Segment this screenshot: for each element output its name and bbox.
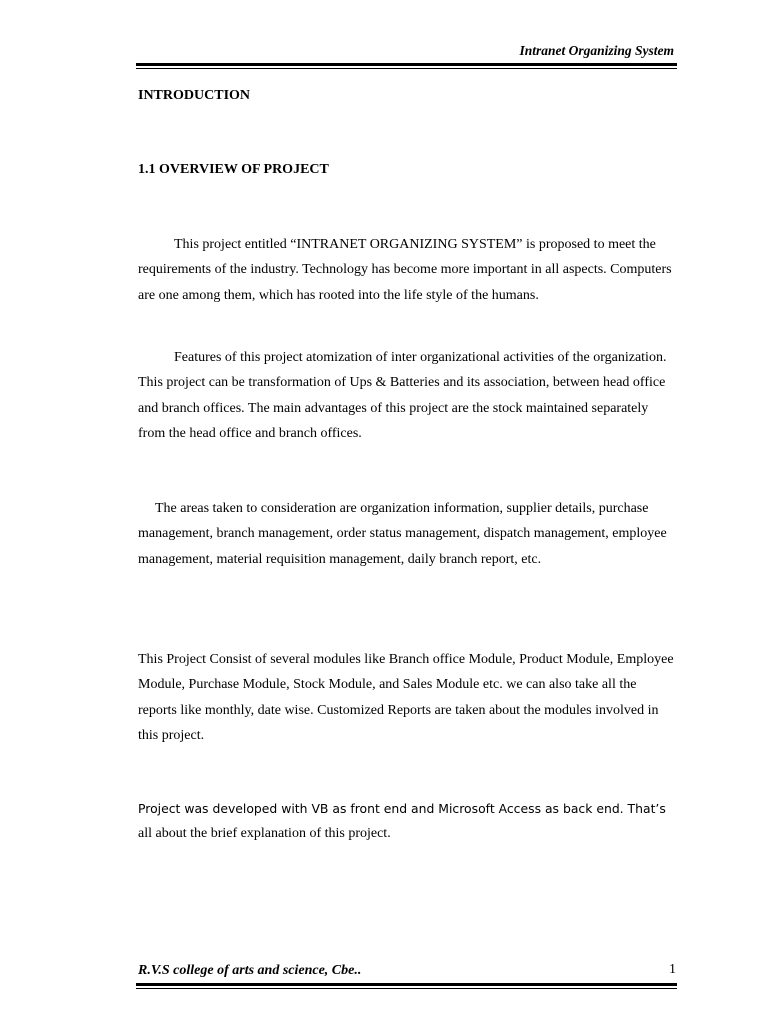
paragraph-5: [138, 796, 678, 847]
paragraph-1-text: This project entitled “INTRANET ORGANIZING SYSTEM” is proposed to meet the requirements of the industry. Technology has become more important in all aspects. Computers are one among them, which has rooted into the life style of the humans.: [138, 237, 672, 303]
paragraph-2-text: Features of this project atomization of inter organizational activities of the organization. This project can be transformation of Ups & Batteries and its association, between head office and branch offices. The main advantages of this project are the stock maintained separately from the head office and branch offices.: [138, 350, 667, 442]
paragraph-4: [138, 647, 678, 749]
paragraph-2: [138, 345, 678, 447]
footer-rule-thin: [136, 988, 677, 989]
header-rule: [136, 63, 677, 66]
section-heading-introduction: INTRODUCTION: [138, 88, 251, 103]
paragraph-3: [138, 496, 678, 572]
page-number: 1: [669, 962, 676, 977]
footer-college: R.V.S college of arts and science, Cbe..: [138, 963, 362, 978]
paragraph-5-line-1: Project was developed with VB as front end and Microsoft Access as back end. That’s: [138, 801, 666, 816]
footer-rule: [136, 983, 677, 986]
paragraph-1: [138, 232, 678, 308]
paragraph-3-text: The areas taken to consideration are organization information, supplier details, purchase management, branch management, order status management, dispatch management, employee management, material requisition management, daily branch report, etc.: [138, 501, 667, 567]
header-rule-thin: [136, 68, 677, 69]
header-title: Intranet Organizing System: [519, 43, 674, 58]
paragraph-5-line-2: all about the brief explanation of this project.: [138, 826, 391, 842]
paragraph-4-text: This Project Consist of several modules like Branch office Module, Product Module, Employee Module, Purchase Module, Stock Module, and Sales Module etc. we can also take all the reports like monthly, date wise. Customized Reports are taken about the modules involved in this project.: [138, 652, 674, 744]
section-heading-overview: 1.1 OVERVIEW OF PROJECT: [138, 162, 329, 177]
